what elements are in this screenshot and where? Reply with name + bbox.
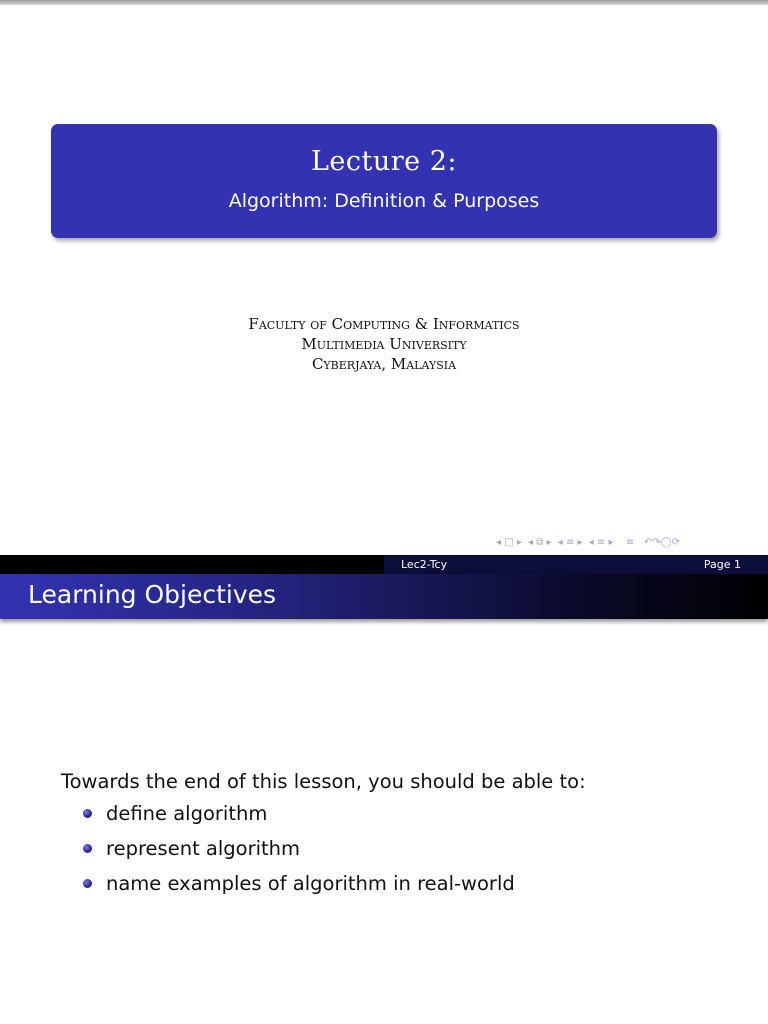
lecture-title: Lecture 2: [310, 146, 457, 177]
institute-university: Multimedia University [301, 335, 467, 353]
frame-title-bar [0, 574, 768, 619]
top-divider [0, 0, 768, 5]
lecture-subtitle: Algorithm: Definition & Purposes [228, 190, 540, 212]
bullet-icon [83, 844, 92, 853]
nav-subsection-icon[interactable]: ◂ ≡ ▸ [554, 536, 583, 548]
institute-block [0, 314, 768, 374]
objectives-block [61, 770, 741, 906]
list-item [83, 836, 741, 871]
list-item [83, 871, 741, 906]
footline [0, 555, 768, 574]
list-item-text: represent algorithm [106, 837, 301, 860]
nav-section-icon[interactable]: ◂ ≡ ▸ [585, 536, 614, 548]
objectives-list [61, 801, 741, 906]
bullet-icon [83, 809, 92, 818]
list-item-text: define algorithm [106, 802, 268, 825]
nav-frame-icon[interactable]: ◂ ⧉ ▸ [524, 536, 552, 548]
institute-faculty: Faculty of Computing & Informatics [248, 315, 520, 333]
bullet-icon [83, 879, 92, 888]
nav-slide-icon[interactable]: ◂ □ ▸ [496, 536, 522, 548]
institute-location: Cyberjaya, Malaysia [311, 355, 457, 373]
list-item-text: name examples of algorithm in real-world [106, 872, 515, 895]
frame-title: Learning Objectives [28, 580, 277, 609]
nav-align-icon[interactable]: ≡ [616, 536, 635, 548]
objectives-intro: Towards the end of this lesson, you should be able to: [61, 770, 586, 793]
navigation-symbols [496, 535, 762, 549]
title-block [51, 124, 717, 238]
nav-search-icon[interactable]: ↶↷◯⟳ [637, 536, 681, 548]
list-item [83, 801, 741, 836]
footline-page-number: Page 1 [703, 558, 741, 571]
footline-short-title: Lec2-Tcy [401, 558, 448, 571]
